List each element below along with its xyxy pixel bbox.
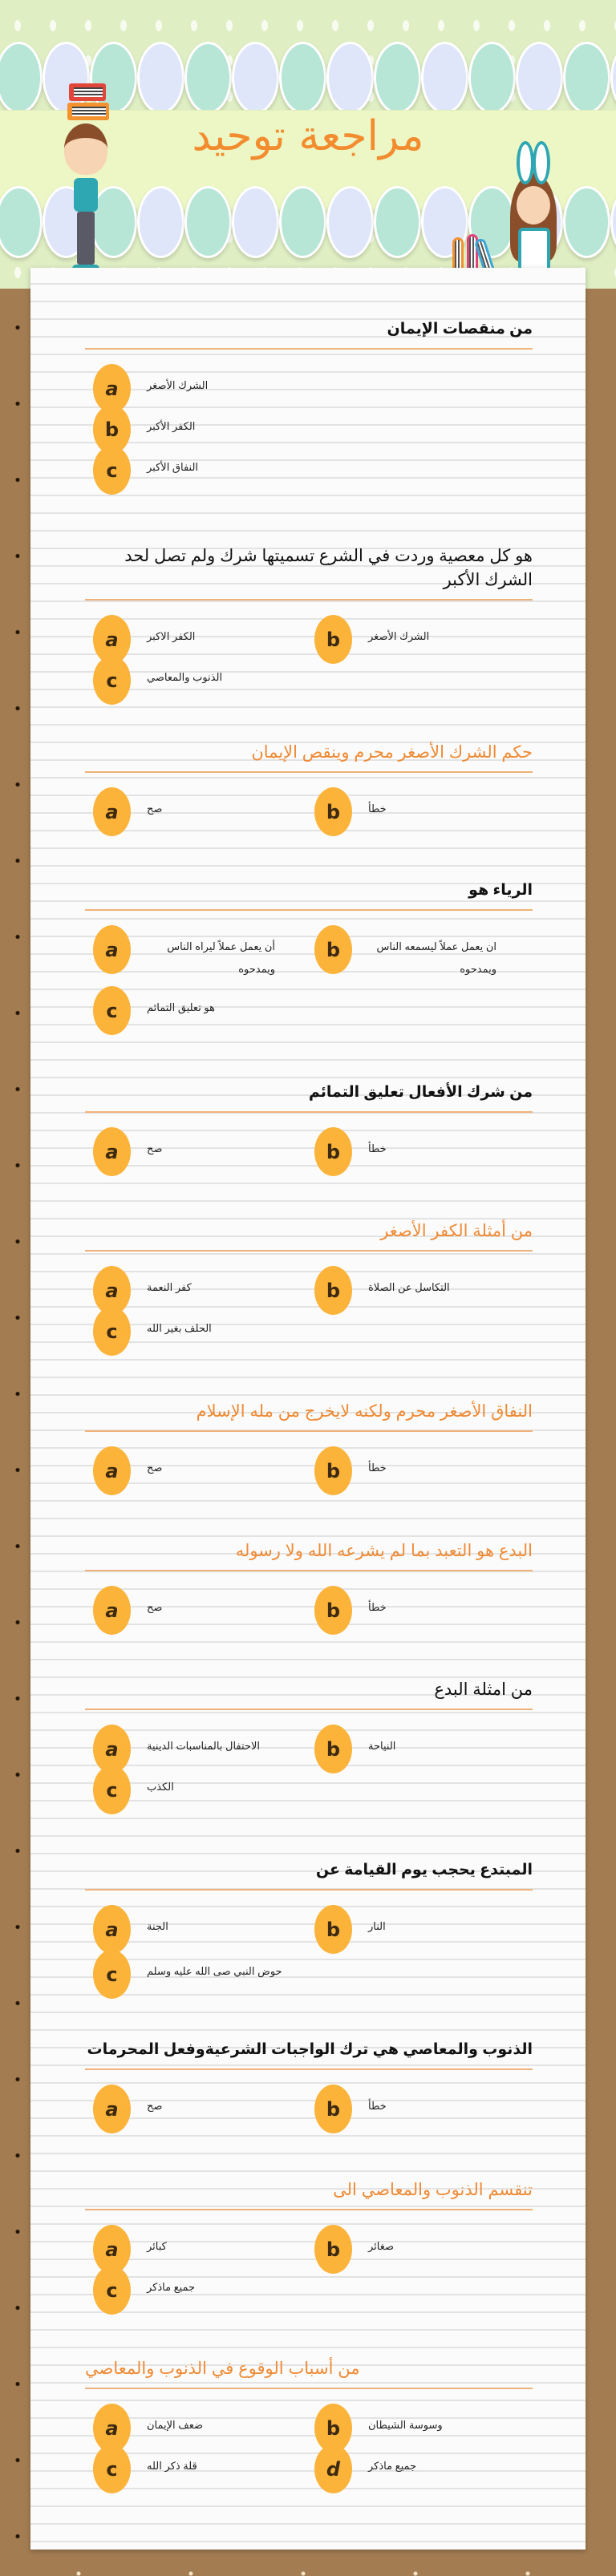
options-list [85, 787, 533, 843]
option-b[interactable] [314, 615, 531, 664]
option-label: النياحة [368, 1740, 396, 1752]
question-13 [85, 2357, 533, 2500]
option-b[interactable] [314, 925, 531, 981]
option-c[interactable] [93, 2445, 310, 2493]
option-badge-a: a [93, 1446, 131, 1495]
question-title: تنقسم الذنوب والمعاصي الى [333, 2181, 533, 2199]
options-list [85, 2085, 533, 2141]
option-a[interactable] [93, 1905, 310, 1954]
option-badge-c: c [93, 446, 131, 495]
option-a[interactable] [93, 1446, 310, 1495]
option-badge-b: b [314, 1127, 352, 1176]
options-list [85, 1266, 533, 1362]
question-4 [85, 879, 533, 1037]
option-badge-c: c [93, 2266, 131, 2315]
question-1 [85, 317, 533, 492]
option-badge-a: a [93, 1905, 131, 1954]
options-list [85, 615, 533, 703]
option-badge-a: a [93, 1586, 131, 1635]
option-label: أن يعمل عملاً ليراه الناس ويمدحوه [167, 940, 275, 975]
question-title: البدع هو التعبد بما لم يشرعه الله ولا رسوله [235, 1542, 533, 1560]
question-7 [85, 1400, 533, 1502]
option-badge-c: c [93, 986, 131, 1035]
divider [85, 1709, 533, 1710]
divider [85, 2209, 533, 2210]
options-list [85, 1905, 533, 2001]
option-b[interactable] [314, 1586, 531, 1635]
divider [85, 599, 533, 601]
option-badge-b: b [314, 1905, 352, 1954]
option-badge-d: d [314, 2445, 352, 2493]
header-banner [0, 0, 616, 289]
option-c[interactable] [93, 2266, 310, 2315]
option-badge-b: b [314, 1725, 352, 1773]
quiz-paper [30, 268, 586, 2550]
question-title: من أسباب الوقوع في الذنوب والمعاصي [85, 2360, 360, 2378]
option-label: الكفر الأكبر [147, 420, 196, 432]
option-label: وسوسة الشيطان [368, 2419, 443, 2431]
option-label: الشرك الأصغر [368, 630, 430, 642]
option-label: خطأ [368, 803, 387, 815]
option-badge-b: b [314, 925, 352, 974]
option-badge-c: c [93, 1950, 131, 1999]
option-badge-a: a [93, 364, 131, 413]
options-list [85, 2404, 533, 2500]
options-list [85, 1586, 533, 1642]
option-badge-a: a [93, 787, 131, 836]
option-label: خطأ [368, 1601, 387, 1613]
question-5 [85, 1081, 533, 1183]
question-title: النفاق الأصغر محرم ولكنه لايخرج من مله الإسلام [196, 1402, 533, 1421]
question-title: الرياء هو [468, 882, 533, 899]
option-badge-a: a [93, 615, 131, 664]
option-badge-b: b [314, 1446, 352, 1495]
divider [85, 1570, 533, 1571]
option-badge-b: b [314, 1586, 352, 1635]
option-label: ضعف الإيمان [147, 2419, 204, 2431]
option-c[interactable] [93, 656, 310, 705]
option-badge-a: a [93, 2404, 131, 2453]
option-label: صح [147, 1462, 163, 1474]
divider [85, 348, 533, 350]
option-badge-c: c [93, 656, 131, 705]
option-c[interactable] [93, 1765, 310, 1814]
question-3 [85, 741, 533, 843]
question-title: من امثلة البدع [434, 1680, 533, 1699]
option-badge-b: b [314, 2225, 352, 2274]
option-b[interactable] [314, 1127, 531, 1176]
option-badge-a: a [93, 1725, 131, 1773]
divider [85, 1250, 533, 1252]
option-badge-a: a [93, 925, 131, 974]
question-title: من أمثلة الكفر الأصغر [380, 1222, 533, 1240]
option-badge-b: b [314, 1266, 352, 1315]
question-9 [85, 1678, 533, 1821]
divider [85, 771, 533, 773]
option-label: ان يعمل عملاً ليسمعه الناس ويمدحوه [376, 940, 496, 975]
divider [85, 1430, 533, 1432]
question-title: الذنوب والمعاصي هي ترك الواجبات الشرعيةوفعل المحرمات [87, 2041, 533, 2058]
divider [85, 2388, 533, 2389]
option-label: صغائر [368, 2240, 395, 2252]
option-label: كبائر [147, 2240, 167, 2252]
option-d[interactable] [314, 2445, 531, 2493]
question-title: حكم الشرك الأصغر محرم وينقص الإيمان [251, 743, 533, 762]
option-a[interactable] [93, 787, 310, 836]
option-c[interactable] [93, 1307, 310, 1356]
option-label: الاحتفال بالمناسبات الدينية [147, 1740, 260, 1752]
divider [85, 1111, 533, 1113]
option-badge-c: c [93, 1765, 131, 1814]
option-label: النفاق الأكبر [147, 461, 199, 473]
question-title: المبتدع يحجب يوم القيامة عن [315, 1862, 533, 1878]
question-8 [85, 1539, 533, 1642]
option-badge-a: a [93, 2085, 131, 2133]
question-title: هو كل معصية وردت في الشرع تسميتها شرك ولم تصل لحد الشرك الأكبر [124, 547, 533, 589]
option-label: التكاسل عن الصلاة [368, 1281, 450, 1293]
divider [85, 1889, 533, 1891]
option-a[interactable] [93, 1586, 310, 1635]
options-list [85, 1446, 533, 1502]
option-a[interactable] [93, 1127, 310, 1176]
option-a[interactable] [93, 2085, 310, 2133]
question-2 [85, 544, 533, 703]
question-11 [85, 2038, 533, 2141]
options-list [85, 364, 533, 492]
option-a[interactable] [93, 925, 310, 981]
option-label: جميع ماذكر [147, 2281, 196, 2293]
option-label: الشرك الأصغر [147, 379, 209, 391]
option-b[interactable] [314, 2225, 531, 2274]
divider [85, 2068, 533, 2070]
option-b[interactable] [314, 1725, 531, 1773]
option-badge-b: b [314, 787, 352, 836]
question-10 [85, 1858, 533, 2001]
option-label: خطأ [368, 2100, 387, 2112]
question-title: من شرك الأفعال تعليق التمائم [308, 1084, 533, 1101]
option-badge-a: a [93, 1127, 131, 1176]
option-b[interactable] [314, 787, 531, 836]
option-b[interactable] [314, 1266, 531, 1315]
option-label: الحلف بغير الله [147, 1322, 212, 1334]
question-12 [85, 2178, 533, 2321]
option-badge-b: b [93, 405, 131, 454]
option-label: هو تعليق التمائم [147, 1001, 215, 1013]
option-label: جميع ماذكر [368, 2460, 417, 2472]
question-title: من منقصات الإيمان [387, 321, 533, 338]
option-badge-c: c [93, 2445, 131, 2493]
divider [85, 909, 533, 911]
book-icon [69, 83, 106, 101]
option-badge-b: b [314, 615, 352, 664]
option-badge-a: a [93, 1266, 131, 1315]
option-b[interactable] [314, 2085, 531, 2133]
option-badge-c: c [93, 1307, 131, 1356]
option-label: الكذب [147, 1781, 174, 1793]
option-label: النار [368, 1920, 386, 1932]
options-list [85, 1127, 533, 1183]
option-label: الجنة [147, 1920, 168, 1932]
option-label: الذنوب والمعاصي [147, 671, 223, 683]
option-badge-b: b [314, 2404, 352, 2453]
option-label: خطأ [368, 1462, 387, 1474]
option-c[interactable] [93, 986, 310, 1035]
option-label: صح [147, 803, 163, 815]
options-list [85, 1725, 533, 1821]
option-b[interactable] [314, 1446, 531, 1495]
question-6 [85, 1219, 533, 1362]
option-c[interactable] [93, 1950, 310, 1999]
option-label: صح [147, 2100, 163, 2112]
option-label: صح [147, 1142, 163, 1155]
option-label: كفر النعمة [147, 1281, 192, 1293]
option-label: حوض النبي صى الله عليه وسلم [147, 1965, 282, 1977]
options-list [85, 2225, 533, 2321]
option-badge-a: a [93, 2225, 131, 2274]
option-label: قلة ذكر الله [147, 2460, 197, 2472]
girl-with-books-illustration [449, 141, 569, 289]
option-c[interactable] [93, 446, 310, 495]
option-label: خطأ [368, 1142, 387, 1155]
option-badge-b: b [314, 2085, 352, 2133]
option-label: الكفر الاكبر [147, 630, 196, 642]
option-b[interactable] [314, 1905, 531, 1954]
options-list [85, 925, 533, 1037]
page-title: مراجعة توحيد [192, 112, 424, 160]
option-label: صح [147, 1601, 163, 1613]
